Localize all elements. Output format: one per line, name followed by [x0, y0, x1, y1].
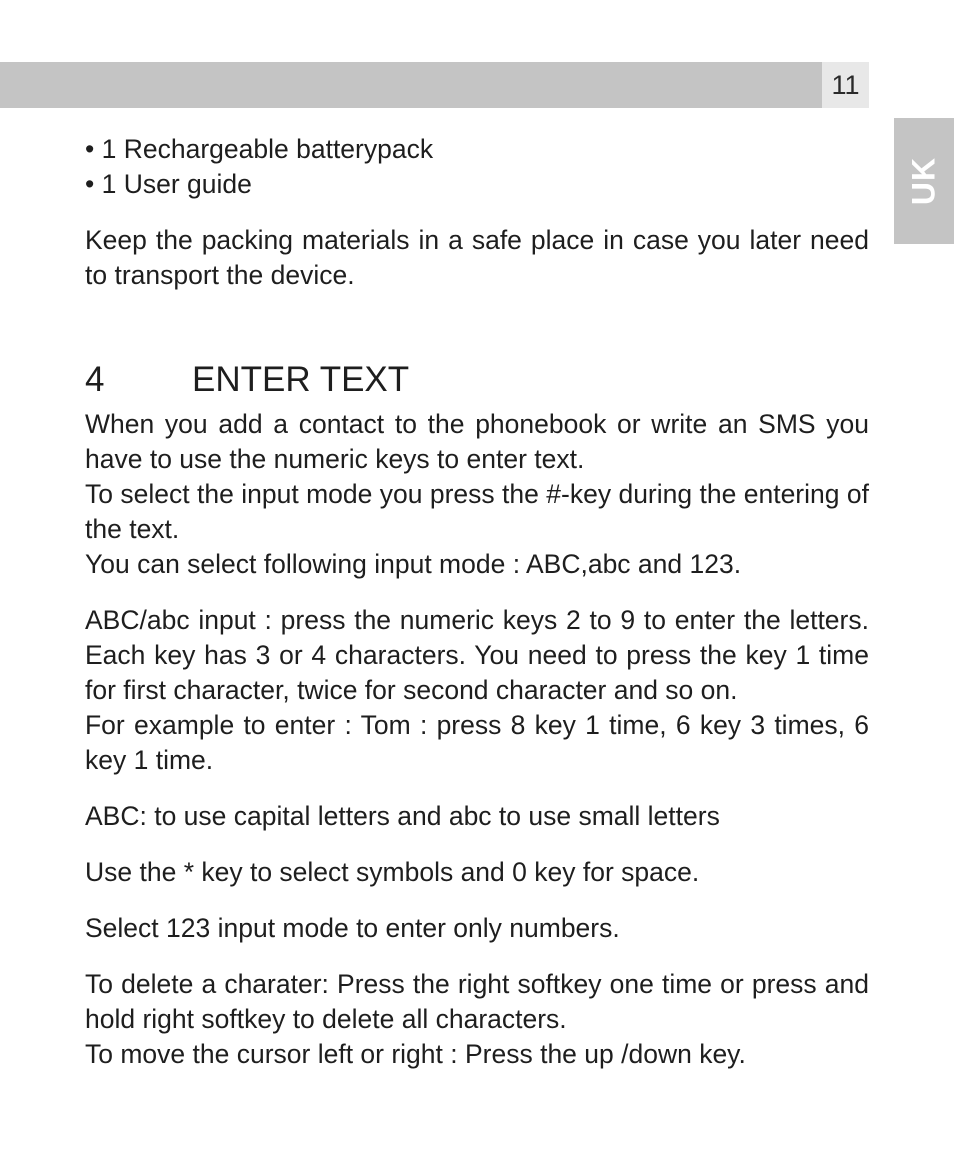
section-number: 4 [85, 360, 105, 399]
package-contents-list [85, 132, 869, 202]
language-tab-label: UK [905, 156, 942, 206]
paragraph: Use the * key to select symbols and 0 key for space. [85, 857, 700, 887]
list-item: • 1 Rechargeable batterypack [85, 134, 434, 164]
page-content [85, 132, 869, 1072]
packing-note: Keep the packing materials in a safe place in case you later need to transport the device. [85, 225, 869, 290]
header-bar [0, 62, 822, 108]
paragraph: Select 123 input mode to enter only numbers. [85, 913, 620, 943]
paragraph: To delete a charater: Press the right softkey one time or press and hold right softkey to delete all characters. [85, 969, 869, 1034]
paragraph: To select the input mode you press the #-key during the entering of the text. [85, 479, 869, 544]
page-number: 11 [822, 62, 869, 108]
language-tab [894, 118, 954, 244]
paragraph: ABC: to use capital letters and abc to use small letters [85, 801, 720, 831]
paragraph: To move the cursor left or right : Press the up /down key. [85, 1039, 746, 1069]
section-heading [85, 359, 869, 401]
paragraph: You can select following input mode : ABC,abc and 123. [85, 549, 742, 579]
list-item: • 1 User guide [85, 169, 252, 199]
paragraph: When you add a contact to the phonebook or write an SMS you have to use the numeric keys to enter text. [85, 409, 869, 474]
paragraph: ABC/abc input : press the numeric keys 2 to 9 to enter the letters. Each key has 3 or 4 characters. You need to press the key 1 time for first character, twice for second character and so on. [85, 605, 869, 705]
section-title: ENTER TEXT [192, 360, 410, 399]
paragraph: For example to enter : Tom : press 8 key 1 time, 6 key 3 times, 6 key 1 time. [85, 710, 869, 775]
